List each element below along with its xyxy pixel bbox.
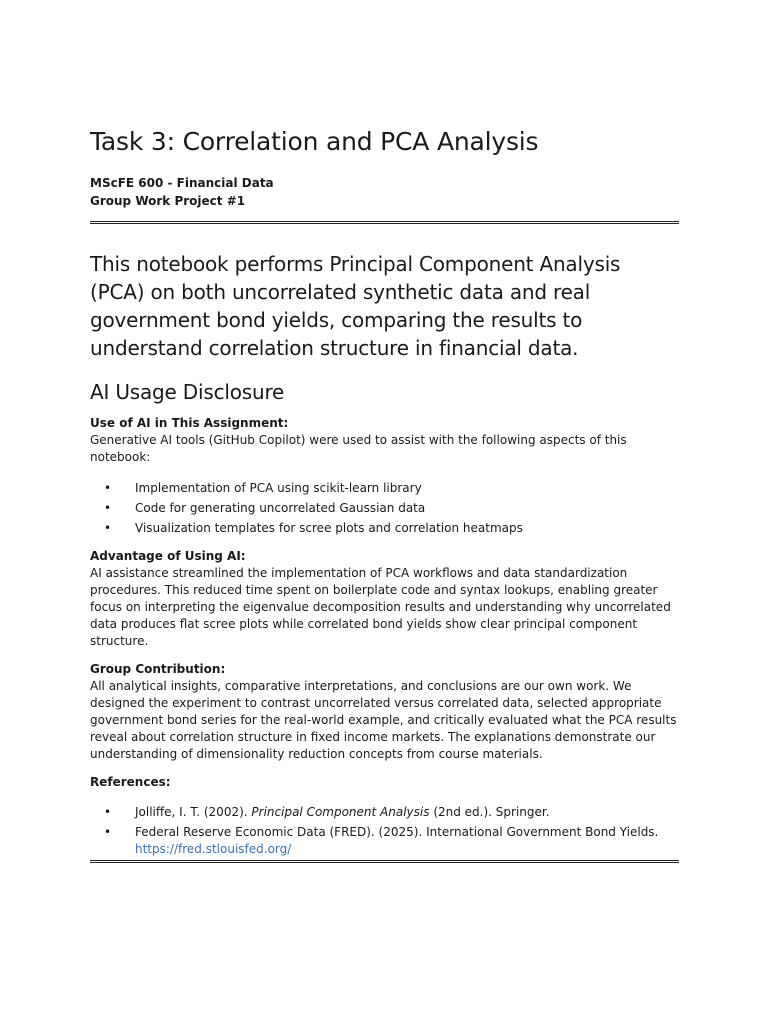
use-of-ai-label: Use of AI in This Assignment:: [90, 416, 289, 430]
intro-paragraph: This notebook performs Principal Component Analysis (PCA) on both uncorrelated synthetic data and real government bond yields, comparing the results to understand correlation structure in financial data.: [90, 252, 621, 360]
list-item: [90, 478, 679, 498]
bullet-icon: •: [104, 481, 112, 495]
fred-link[interactable]: https://fred.stlouisfed.org/: [135, 842, 292, 856]
references-label: References:: [90, 775, 171, 789]
list-item: [90, 518, 679, 538]
group-contribution-label: Group Contribution:: [90, 662, 226, 676]
reference-suffix: (2nd ed.). Springer.: [429, 805, 550, 819]
page-title: Task 3: Correlation and PCA Analysis: [90, 127, 539, 156]
reference-prefix: Jolliffe, I. T. (2002).: [135, 805, 252, 819]
document-content: [90, 124, 679, 863]
reference-text: Federal Reserve Economic Data (FRED). (2025). International Government Bond Yields.: [135, 825, 659, 839]
document-meta: [90, 174, 679, 210]
course-name: MScFE 600 - Financial Data: [90, 176, 274, 190]
list-item: [90, 498, 679, 518]
bullet-icon: •: [104, 521, 112, 535]
references-list: [90, 802, 679, 858]
advantage-label: Advantage of Using AI:: [90, 549, 246, 563]
bullet-icon: •: [104, 825, 112, 839]
advantage-text: AI assistance streamlined the implementation of PCA workflows and data standardization procedures. This reduced time spent on boilerplate code and syntax lookups, enabling greater focus on interpreting the eigenvalue decomposition results and understanding why uncorrelated data produces flat scree plots while correlated bond yields show clear principal component structure.: [90, 566, 671, 648]
list-item-text: Code for generating uncorrelated Gaussian data: [135, 501, 426, 515]
bullet-icon: •: [104, 501, 112, 515]
group-contribution-text: All analytical insights, comparative interpretations, and conclusions are our own work. We designed the experiment to contrast uncorrelated versus correlated data, selected appropriate government bond series for the real-world example, and critically evaluated what the PCA results reveal about correlation structure in fixed income markets. The explanations demonstrate our understanding of dimensionality reduction concepts from course materials.: [90, 679, 677, 761]
list-item-text: Implementation of PCA using scikit-learn library: [135, 481, 422, 495]
footer-divider: [90, 860, 679, 863]
header-divider: [90, 221, 679, 224]
reference-item: [90, 802, 679, 822]
use-of-ai-list: [90, 478, 679, 538]
reference-book-title: Principal Component Analysis: [251, 805, 430, 819]
bullet-icon: •: [104, 805, 112, 819]
reference-item: [90, 824, 679, 858]
ai-disclosure-heading: AI Usage Disclosure: [90, 380, 285, 404]
project-name: Group Work Project #1: [90, 194, 246, 208]
use-of-ai-text: Generative AI tools (GitHub Copilot) were used to assist with the following aspects of this notebook:: [90, 433, 627, 464]
list-item-text: Visualization templates for scree plots and correlation heatmaps: [135, 521, 523, 535]
